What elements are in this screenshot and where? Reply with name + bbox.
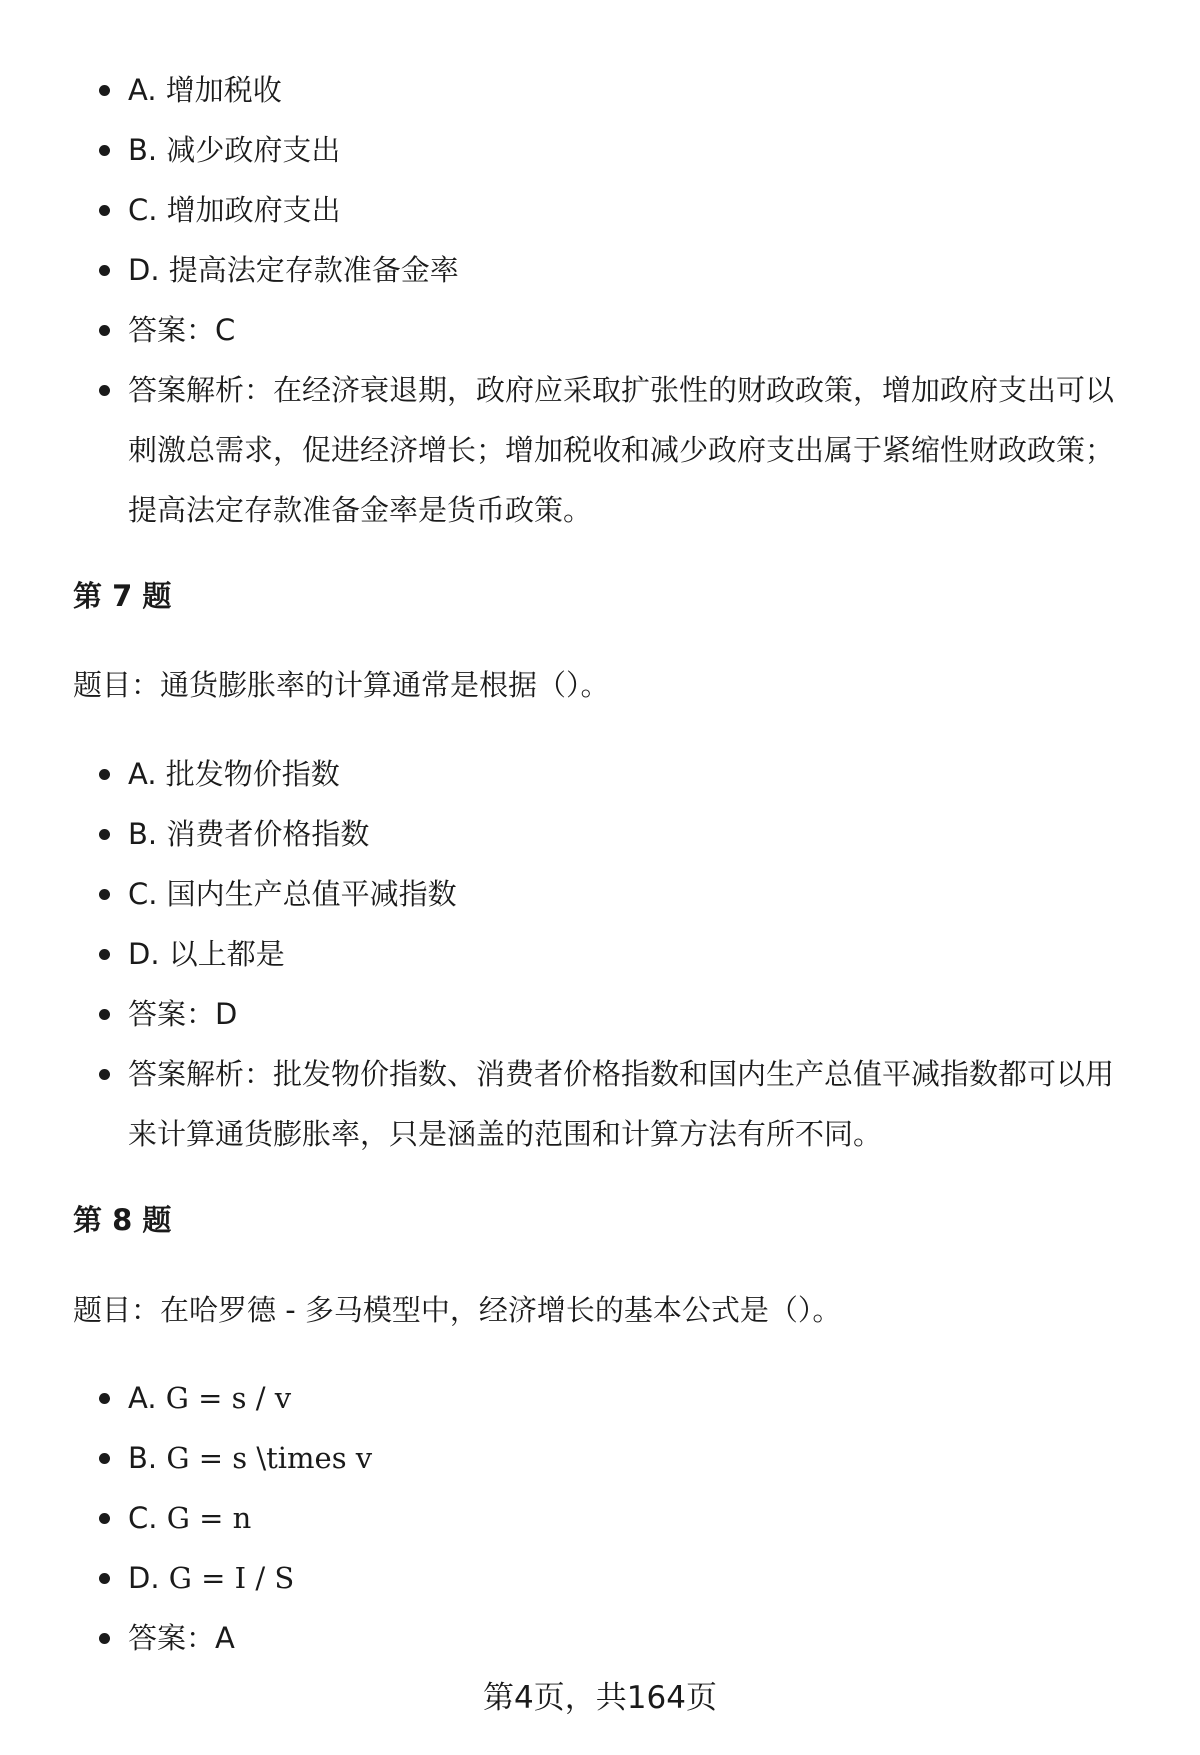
- q6-option-a: A. 增加税收: [0, 60, 1128, 120]
- q8-option-list: [0, 1368, 1200, 1668]
- q7-answer: 答案：D: [0, 984, 1128, 1044]
- q7-option-d: D. 以上都是: [0, 924, 1128, 984]
- q7-option-c: C. 国内生产总值平减指数: [0, 864, 1128, 924]
- q8-option-d: [0, 1548, 1128, 1608]
- option-label: D.: [128, 1561, 160, 1595]
- q6-answer: 答案：C: [0, 300, 1128, 360]
- q6-option-b: B. 减少政府支出: [0, 120, 1128, 180]
- q6-option-d: D. 提高法定存款准备金率: [0, 240, 1128, 300]
- formula: G = n: [166, 1501, 252, 1535]
- page-footer: 第4页，共164页: [483, 1680, 717, 1716]
- q6-option-c: C. 增加政府支出: [0, 180, 1128, 240]
- formula: G = s \times v: [166, 1441, 373, 1475]
- q8-option-b: [0, 1428, 1128, 1488]
- q6-option-list: [0, 60, 1200, 540]
- q7-question: 题目：通货膨胀率的计算通常是根据（）。: [73, 668, 610, 702]
- q7-option-list: [0, 744, 1200, 1164]
- q8-answer: 答案：A: [0, 1608, 1128, 1668]
- q8-heading: 第 8 题: [73, 1203, 172, 1237]
- q7-explanation: 答案解析：批发物价指数、消费者价格指数和国内生产总值平减指数都可以用来计算通货膨胀率，只是涵盖的范围和计算方法有所不同。: [0, 1044, 1128, 1164]
- q7-heading: 第 7 题: [73, 579, 172, 613]
- q7-option-a: A. 批发物价指数: [0, 744, 1128, 804]
- q7-option-b: B. 消费者价格指数: [0, 804, 1128, 864]
- formula: G = s / v: [165, 1381, 292, 1415]
- q8-option-c: [0, 1488, 1128, 1548]
- q6-explanation: 答案解析：在经济衰退期，政府应采取扩张性的财政政策，增加政府支出可以刺激总需求，促进经济增长；增加税收和减少政府支出属于紧缩性财政政策；提高法定存款准备金率是货币政策。: [0, 360, 1128, 540]
- option-label: B.: [128, 1441, 158, 1475]
- option-label: C.: [128, 1501, 158, 1535]
- option-label: A.: [128, 1381, 157, 1415]
- q8-question: 题目：在哈罗德 - 多马模型中，经济增长的基本公式是（）。: [73, 1293, 842, 1327]
- formula: G = I / S: [168, 1561, 295, 1595]
- q8-option-a: [0, 1368, 1128, 1428]
